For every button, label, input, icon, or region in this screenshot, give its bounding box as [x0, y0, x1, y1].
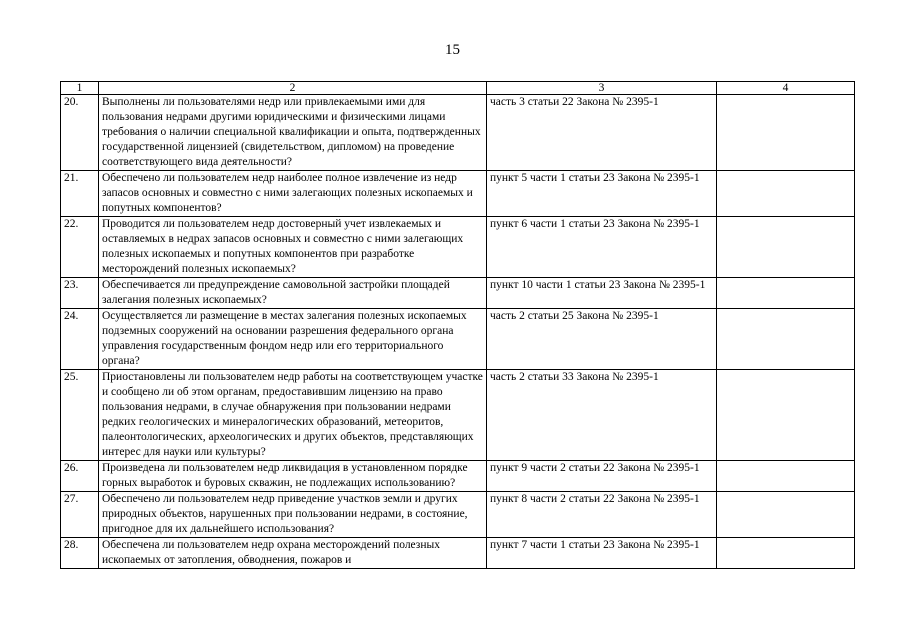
row-reference: часть 3 статьи 22 Закона № 2395-1	[487, 95, 717, 171]
row-question: Осуществляется ли размещение в местах залегания полезных ископаемых подземных сооружений на основании разрешения федерального органа управления государственным фондом недр или его территориального органа?	[99, 309, 487, 370]
row-question: Обеспечено ли пользователем недр приведение участков земли и других природных объектов, нарушенных при пользовании недрами, в состояние, пригодное для их дальнейшего использования?	[99, 492, 487, 538]
table-row	[61, 171, 855, 217]
row-number: 22.	[61, 217, 99, 278]
row-reference: часть 2 статьи 33 Закона № 2395-1	[487, 370, 717, 461]
row-note	[717, 461, 855, 492]
checklist-table	[60, 81, 855, 569]
row-note	[717, 278, 855, 309]
row-note	[717, 217, 855, 278]
row-number: 26.	[61, 461, 99, 492]
row-number: 28.	[61, 538, 99, 569]
column-header-3: 3	[487, 82, 717, 95]
column-header-4: 4	[717, 82, 855, 95]
row-note	[717, 171, 855, 217]
row-note	[717, 95, 855, 171]
row-question: Произведена ли пользователем недр ликвидация в установленном порядке горных выработок и буровых скважин, не подлежащих использованию?	[99, 461, 487, 492]
row-reference: пункт 6 части 1 статьи 23 Закона № 2395-1	[487, 217, 717, 278]
row-number: 20.	[61, 95, 99, 171]
table-row	[61, 309, 855, 370]
row-question: Обеспечено ли пользователем недр наиболее полное извлечение из недр запасов основных и совместно с ними залегающих полезных ископаемых и попутных компонентов?	[99, 171, 487, 217]
table-row	[61, 95, 855, 171]
row-question: Приостановлены ли пользователем недр работы на соответствующем участке и сообщено ли об этом органам, предоставившим лицензию на право пользования недрами, в случае обнаружения при пользовании недрами редких геологических и минералогических образований, метеоритов, палеонтологических, археологических и других объектов, представляющих интерес для науки или культуры?	[99, 370, 487, 461]
row-note	[717, 492, 855, 538]
row-reference: пункт 10 части 1 статьи 23 Закона № 2395-1	[487, 278, 717, 309]
table-row	[61, 461, 855, 492]
table-row	[61, 538, 855, 569]
row-number: 21.	[61, 171, 99, 217]
table-row	[61, 217, 855, 278]
page-number: 15	[445, 42, 460, 58]
row-question: Обеспечивается ли предупреждение самовольной застройки площадей залегания полезных ископаемых?	[99, 278, 487, 309]
column-header-row	[61, 82, 855, 95]
row-question: Обеспечена ли пользователем недр охрана месторождений полезных ископаемых от затопления, обводнения, пожаров и	[99, 538, 487, 569]
table-row	[61, 370, 855, 461]
row-number: 27.	[61, 492, 99, 538]
column-header-1: 1	[61, 82, 99, 95]
row-reference: пункт 8 части 2 статьи 22 Закона № 2395-1	[487, 492, 717, 538]
column-header-2: 2	[99, 82, 487, 95]
row-reference: часть 2 статьи 25 Закона № 2395-1	[487, 309, 717, 370]
row-reference: пункт 5 части 1 статьи 23 Закона № 2395-1	[487, 171, 717, 217]
row-note	[717, 309, 855, 370]
row-reference: пункт 9 части 2 статьи 22 Закона № 2395-1	[487, 461, 717, 492]
row-number: 23.	[61, 278, 99, 309]
row-question: Выполнены ли пользователями недр или привлекаемыми ими для пользования недрами другими юридическими и физическими лицами требования о наличии специальной квалификации и опыта, подтвержденных государственной лицензией (свидетельством, дипломом) на проведение соответствующего вида деятельности?	[99, 95, 487, 171]
row-number: 25.	[61, 370, 99, 461]
row-question: Проводится ли пользователем недр достоверный учет извлекаемых и оставляемых в недрах запасов основных и совместно с ними залегающих полезных ископаемых и попутных компонентов при разработке месторождений полезных ископаемых?	[99, 217, 487, 278]
row-note	[717, 538, 855, 569]
table-row	[61, 492, 855, 538]
row-note	[717, 370, 855, 461]
row-reference: пункт 7 части 1 статьи 23 Закона № 2395-1	[487, 538, 717, 569]
table-row	[61, 278, 855, 309]
row-number: 24.	[61, 309, 99, 370]
